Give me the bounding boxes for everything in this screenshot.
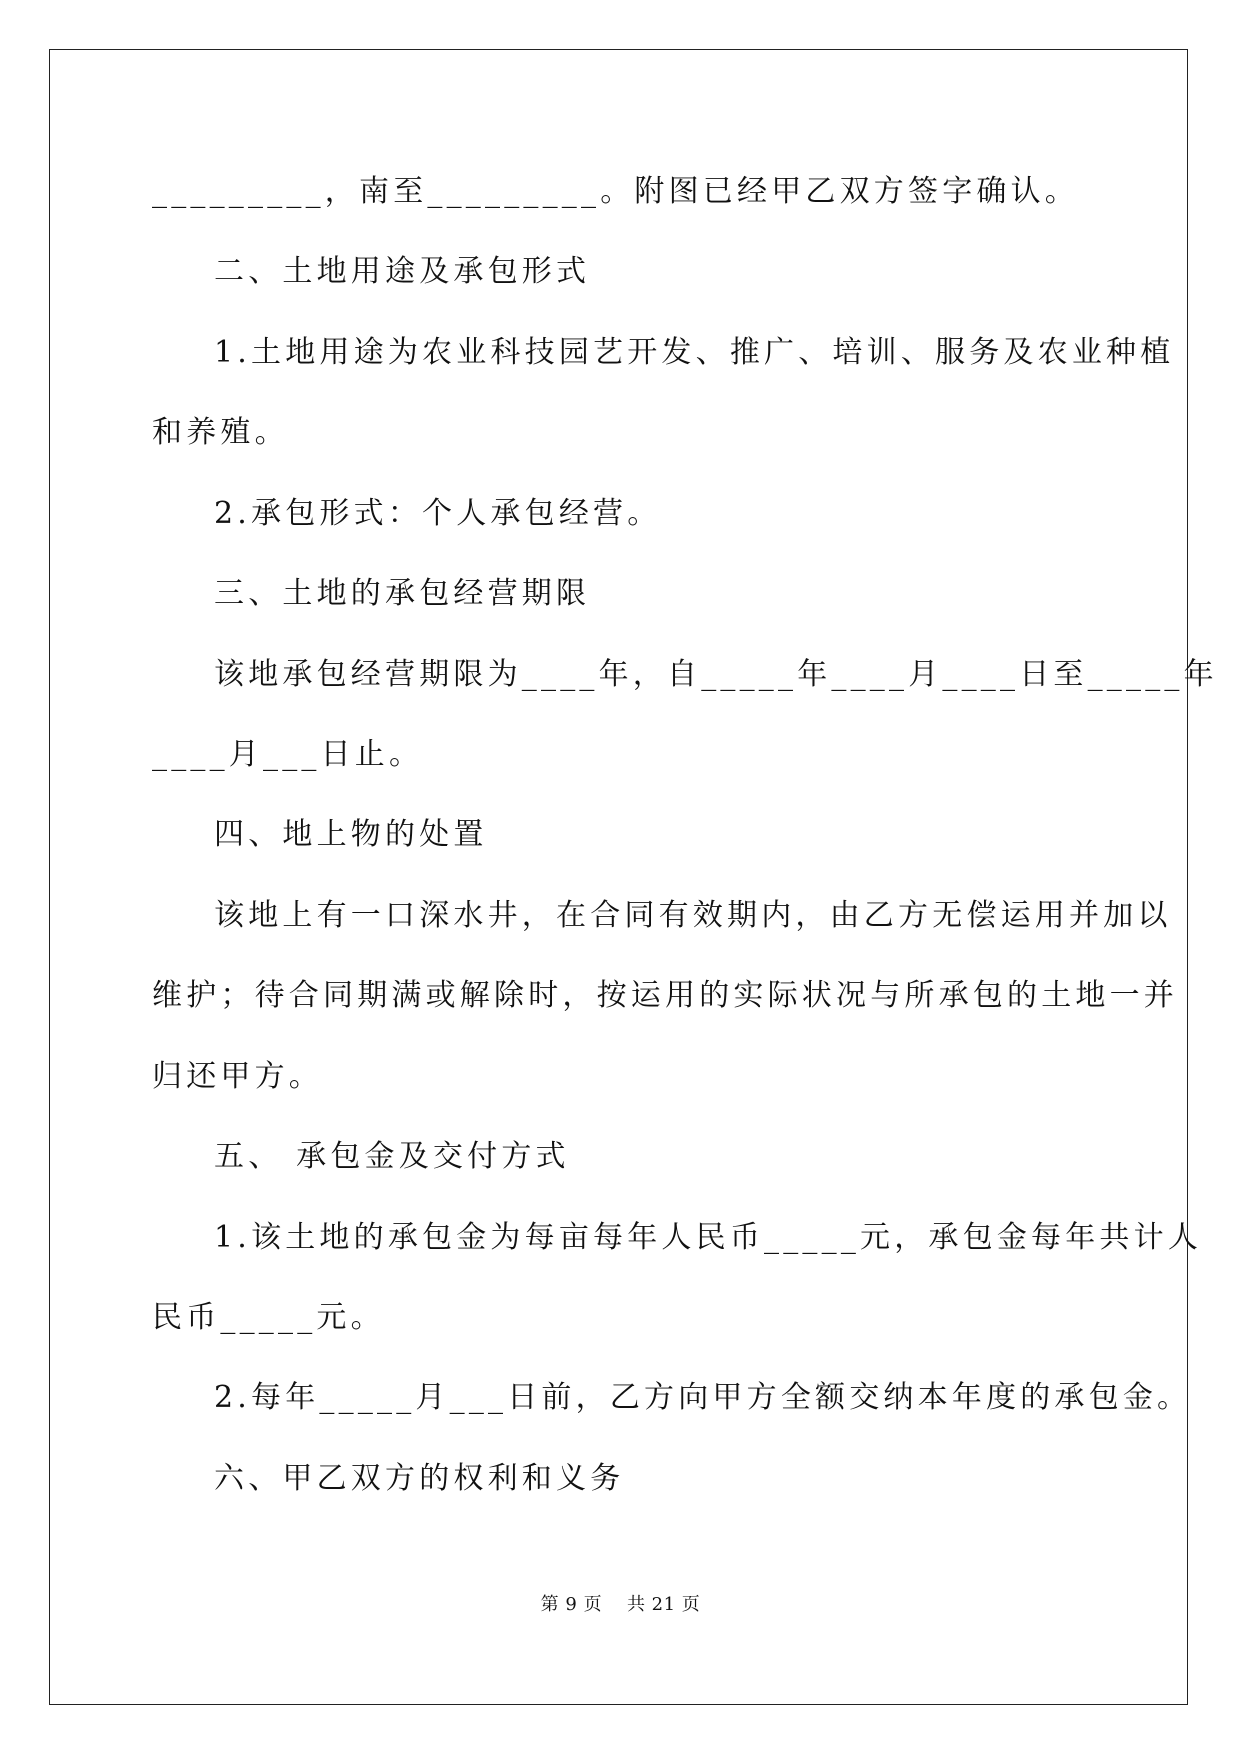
text-line: ____月___日止。 [152,737,424,772]
text-line: 归还甲方。 [152,1059,323,1094]
text-line: 2.每年_____月___日前，乙方向甲方全额交纳本年度的承包金。 [214,1380,1192,1415]
section-heading: 五、 承包金及交付方式 [214,1139,570,1174]
text-line: 1.土地用途为农业科技园艺开发、推广、培训、服务及农业种植 [214,335,1175,370]
page-border [49,49,1188,1705]
section-heading: 四、地上物的处置 [214,817,488,852]
text-line: 该地承包经营期限为____年，自_____年____月____日至_____年 [214,657,1218,692]
text-line: 维护；待合同期满或解除时，按运用的实际状况与所承包的土地一并 [152,978,1178,1013]
text-line: 和养殖。 [152,415,289,450]
text-line: _________，南至_________。附图已经甲乙双方签字确认。 [152,174,1079,209]
text-line: 民币_____元。 [152,1300,385,1335]
text-line: 2.承包形式：个人承包经营。 [214,496,662,531]
section-heading: 三、土地的承包经营期限 [214,576,591,611]
page-number-footer: 第 9 页 共 21 页 [540,1594,701,1615]
text-line: 该地上有一口深水井，在合同有效期内，由乙方无偿运用并加以 [214,898,1172,933]
section-heading: 六、甲乙双方的权利和义务 [214,1461,625,1496]
text-line: 1.该土地的承包金为每亩每年人民币_____元，承包金每年共计人 [214,1220,1203,1255]
section-heading: 二、土地用途及承包形式 [214,254,591,289]
